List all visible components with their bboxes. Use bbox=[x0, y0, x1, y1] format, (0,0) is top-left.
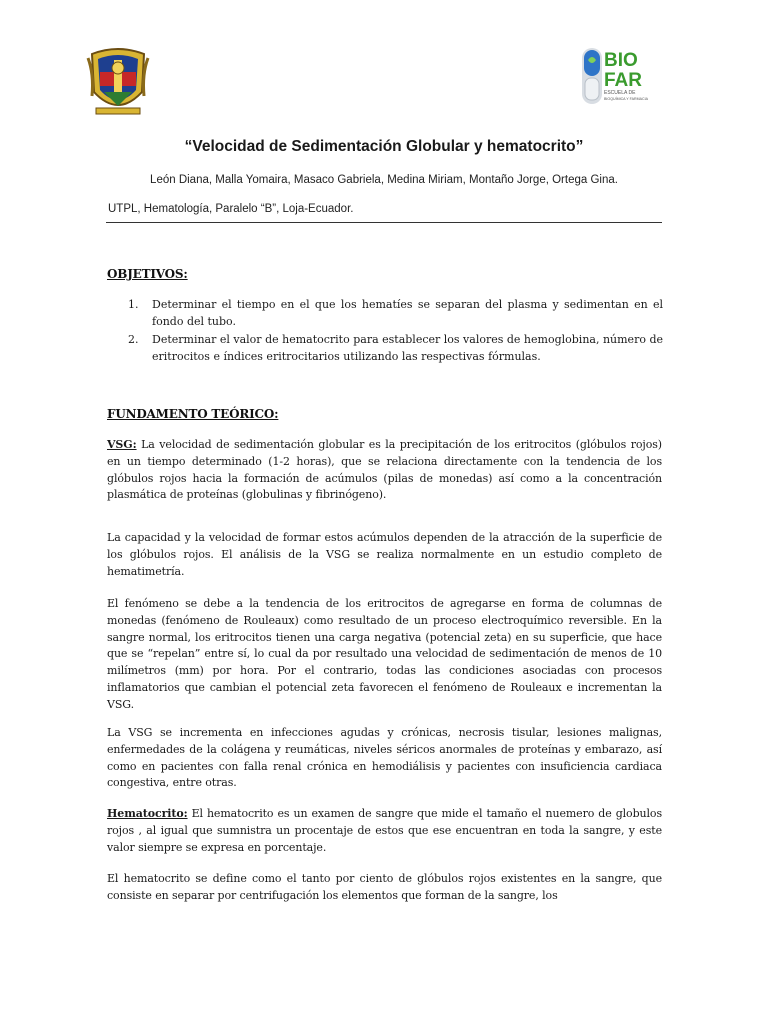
list-number: 2. bbox=[128, 333, 139, 346]
objetivos-heading: OBJETIVOS: bbox=[107, 267, 188, 281]
affiliation-line: UTPL, Hematología, Paralelo “B”, Loja-Ecuador. bbox=[108, 203, 354, 215]
list-item-text: Determinar el tiempo en el que los hematíes se separan del plasma y sedimentan en el fondo del tubo. bbox=[152, 298, 663, 328]
paragraph-2: La capacidad y la velocidad de formar estos acúmulos dependen de la atracción de la superficie de los glóbulos rojos. El análisis de la VSG se realiza normalmente en un estudio completo de hematimetría. bbox=[107, 531, 662, 578]
list-item bbox=[128, 331, 663, 365]
authors-line: León Diana, Malla Yomaira, Masaco Gabriela, Medina Miriam, Montaño Jorge, Ortega Gina. bbox=[150, 174, 618, 186]
document-title: “Velocidad de Sedimentación Globular y hematocrito” bbox=[184, 138, 584, 155]
hematocrito-label: Hematocrito: bbox=[107, 807, 188, 820]
svg-text:BIO: BIO bbox=[604, 50, 638, 71]
svg-text:BIOQUÍMICA Y FARMACIA: BIOQUÍMICA Y FARMACIA bbox=[604, 97, 648, 101]
biofar-logo-icon bbox=[580, 44, 652, 108]
vsg-label: VSG: bbox=[107, 438, 137, 451]
paragraph-6: El hematocrito se define como el tanto por ciento de glóbulos rojos existentes en la sangre, que consiste en separar por centrifugación los elementos que forman de la sangre, los bbox=[107, 872, 662, 902]
hematocrito-paragraph bbox=[107, 806, 662, 856]
hematocrito-text: El hematocrito es un examen de sangre que mide el tamaño el nuemero de globulos rojos , al igual que sumnistra un procentaje de estos que ese encuentran en toda la sangre, y este valor siempre se expresa en porcentaje. bbox=[107, 807, 662, 854]
paragraph-4: La VSG se incrementa en infecciones agudas y crónicas, necrosis tisular, lesiones malignas, enfermedades de la colágena y reumáticas, niveles séricos anormales de proteínas y embarazo, así como en pacientes con falla renal crónica en hemodiálisis y pacientes con insuficiencia cardiaca congestiva, entre otras. bbox=[107, 726, 662, 790]
header-divider bbox=[106, 222, 662, 223]
objetivos-list bbox=[128, 296, 663, 366]
list-item bbox=[128, 296, 663, 330]
svg-text:FAR: FAR bbox=[604, 70, 642, 91]
vsg-text: La velocidad de sedimentación globular es la precipitación de los eritrocitos (glóbulos rojos) en un tiempo determinado (1-2 horas), que se relaciona directamente con la tendencia de los glóbulos rojos hacia la formación de acúmulos (pilas de monedas) así como a la concentración plasmática de proteínas (globulinas y fibrinógeno). bbox=[107, 438, 662, 502]
utpl-crest-icon bbox=[86, 44, 150, 120]
vsg-paragraph bbox=[107, 437, 662, 504]
paragraph-3: El fenómeno se debe a la tendencia de los eritrocitos de agregarse en forma de columnas de monedas (fenómeno de Rouleaux) como resultado de un proceso electroquímico reversible. En la sangre normal, los eritrocitos tienen una carga negativa (potencial zeta) en su superficie, que hace que se “repelan” entre sí, lo cual da por resultado una velocidad de sedimentación de menos de 10 milímetros (mm) por hora. Por el contrario, todas las condiciones asociadas con procesos inflamatorios que cambian el potencial zeta favorecen el fenómeno de Rouleaux e incrementan la VSG. bbox=[107, 597, 662, 711]
list-number: 1. bbox=[128, 298, 139, 311]
fundamento-heading: FUNDAMENTO TEÓRICO: bbox=[107, 407, 279, 421]
list-item-text: Determinar el valor de hematocrito para establecer los valores de hemoglobina, número de eritrocitos e índices eritrocitarios utilizando las respectivas fórmulas. bbox=[152, 333, 663, 363]
svg-text:ESCUELA DE: ESCUELA DE bbox=[604, 90, 636, 96]
